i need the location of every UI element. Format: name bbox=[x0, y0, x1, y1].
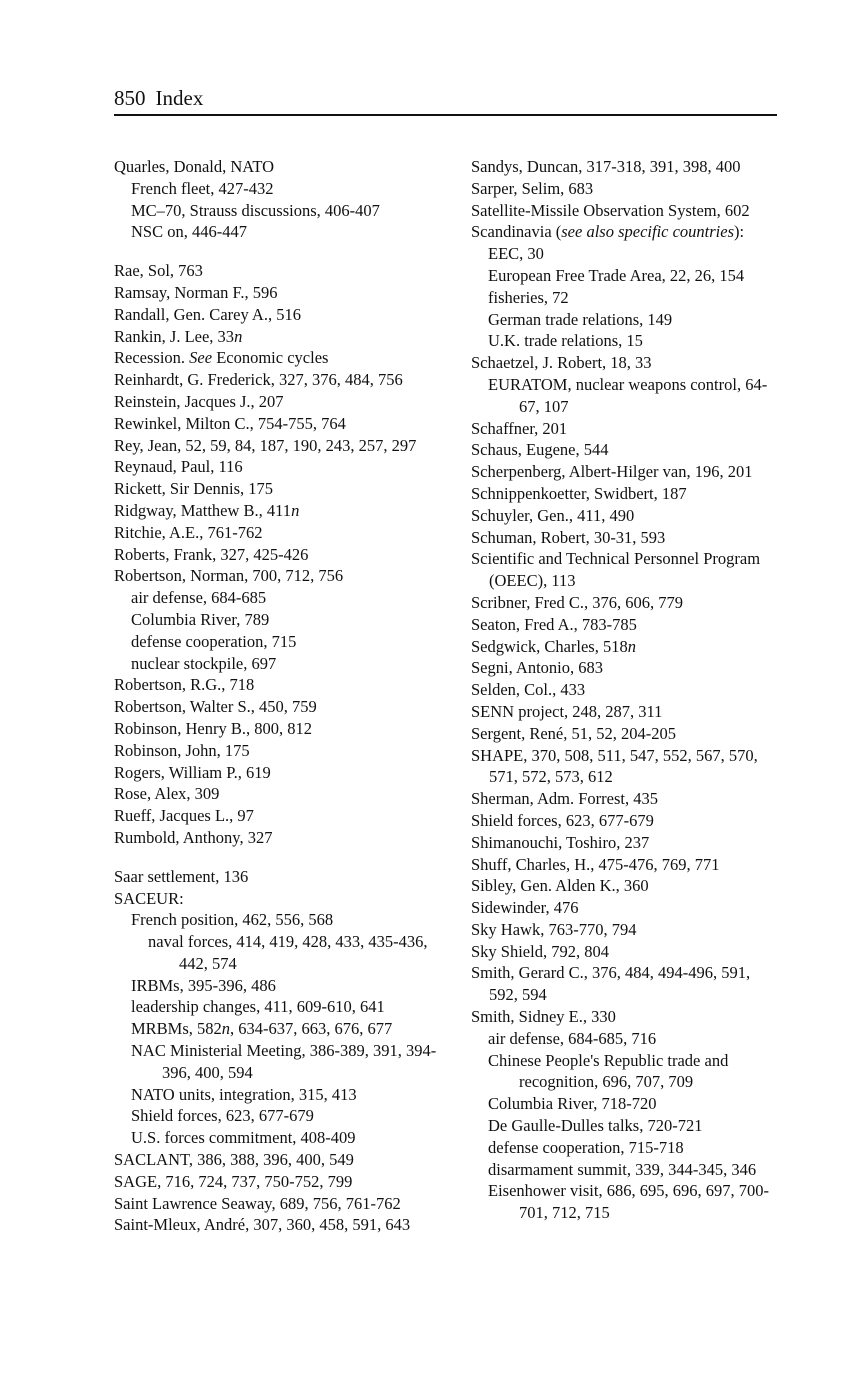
entry-text: Sherman, Adm. Forrest, 435 bbox=[471, 789, 658, 809]
index-subentry bbox=[471, 309, 781, 331]
entry-text: ): bbox=[734, 222, 745, 242]
index-entry bbox=[114, 866, 439, 888]
entry-text: NSC on, 446-447 bbox=[131, 222, 247, 242]
index-entry bbox=[471, 962, 781, 1006]
index-column-right bbox=[471, 156, 781, 1224]
index-entry bbox=[471, 483, 781, 505]
entry-text: leadership changes, 411, 609-610, 641 bbox=[131, 997, 385, 1017]
entry-text: air defense, 684-685, 716 bbox=[488, 1028, 657, 1048]
index-subentry bbox=[471, 287, 781, 309]
index-entry bbox=[114, 805, 439, 827]
entry-text: naval forces, 414, 419, 428, 433, 435-436, 442, 574 bbox=[148, 932, 428, 973]
index-entry bbox=[471, 723, 781, 745]
index-entry bbox=[114, 1214, 439, 1236]
entry-text: Satellite-Missile Observation System, 602 bbox=[471, 200, 750, 220]
index-column-left bbox=[114, 156, 439, 1236]
index-entry bbox=[114, 783, 439, 805]
entry-text: Shield forces, 623, 677-679 bbox=[471, 810, 654, 830]
index-entry bbox=[471, 461, 781, 483]
entry-text: n bbox=[627, 636, 636, 656]
header-rule bbox=[114, 114, 777, 116]
index-entry bbox=[114, 718, 439, 740]
index-subentry bbox=[471, 1093, 781, 1115]
index-entry bbox=[114, 304, 439, 326]
entry-text: Sandys, Duncan, 317-318, 391, 398, 400 bbox=[471, 157, 741, 176]
entry-text: Robertson, R.G., 718 bbox=[114, 675, 255, 695]
entry-text: Reinhardt, G. Frederick, 327, 376, 484, 756 bbox=[114, 370, 403, 390]
entry-text: EURATOM, nuclear weapons control, 64-67, 107 bbox=[488, 374, 768, 416]
entry-text: Seaton, Fred A., 783-785 bbox=[471, 614, 637, 634]
index-entry bbox=[114, 888, 439, 910]
entry-text: Rewinkel, Milton C., 754-755, 764 bbox=[114, 413, 346, 433]
entry-text: Sergent, René, 51, 52, 204-205 bbox=[471, 723, 677, 743]
entry-text: Rickett, Sir Dennis, 175 bbox=[114, 479, 274, 499]
index-entry bbox=[114, 347, 439, 369]
entry-text: Shuff, Charles, H., 475-476, 769, 771 bbox=[471, 854, 720, 874]
entry-text: SACLANT, 386, 388, 396, 400, 549 bbox=[114, 1150, 354, 1170]
index-subentry bbox=[114, 631, 439, 653]
entry-text: Ramsay, Norman F., 596 bbox=[114, 282, 278, 302]
page-header bbox=[114, 84, 776, 112]
entry-text: French position, 462, 556, 568 bbox=[131, 910, 334, 930]
index-entry bbox=[471, 548, 781, 592]
entry-text: Saar settlement, 136 bbox=[114, 866, 249, 886]
index-entry bbox=[471, 788, 781, 810]
index-entry bbox=[114, 156, 439, 178]
entry-text: EEC, 30 bbox=[488, 244, 544, 264]
entry-text: Rueff, Jacques L., 97 bbox=[114, 806, 254, 826]
entry-text: fisheries, 72 bbox=[488, 287, 569, 307]
index-subentry bbox=[114, 221, 439, 243]
entry-text: Sky Shield, 792, 804 bbox=[471, 941, 609, 961]
entry-text: SENN project, 248, 287, 311 bbox=[471, 701, 663, 721]
entry-text: Roberts, Frank, 327, 425-426 bbox=[114, 544, 309, 564]
entry-text: , 634-637, 663, 676, 677 bbox=[230, 1019, 393, 1039]
entry-text: nuclear stockpile, 697 bbox=[131, 653, 277, 673]
index-entry bbox=[471, 701, 781, 723]
entry-text: Scandinavia ( bbox=[471, 222, 562, 242]
entry-text: see also specific countries bbox=[561, 222, 735, 242]
index-entry bbox=[471, 941, 781, 963]
index-entry bbox=[114, 413, 439, 435]
running-title: Index bbox=[155, 86, 204, 110]
index-entry bbox=[114, 740, 439, 762]
index-entry bbox=[114, 326, 439, 348]
index-entry bbox=[471, 527, 781, 549]
index-entry bbox=[471, 156, 781, 178]
entry-text: Rogers, William P., 619 bbox=[114, 762, 271, 782]
index-entry bbox=[114, 369, 439, 391]
index-subentry bbox=[471, 374, 781, 418]
entry-text: Schaetzel, J. Robert, 18, 33 bbox=[471, 353, 652, 373]
entry-text: Sidewinder, 476 bbox=[471, 898, 579, 918]
index-entry bbox=[114, 1193, 439, 1215]
index-entry bbox=[471, 221, 781, 243]
entry-text: defense cooperation, 715-718 bbox=[488, 1137, 684, 1157]
index-entry bbox=[114, 565, 439, 587]
entry-text: Sedgwick, Charles, 518 bbox=[471, 636, 628, 656]
entry-text: Robinson, John, 175 bbox=[114, 740, 250, 760]
entry-text: Randall, Gen. Carey A., 516 bbox=[114, 304, 301, 324]
entry-text: Rose, Alex, 309 bbox=[114, 784, 220, 804]
entry-text: Chinese People's Republic trade and recognition, 696, 707, 709 bbox=[488, 1050, 729, 1092]
entry-text: Selden, Col., 433 bbox=[471, 680, 586, 700]
entry-text: IRBMs, 395-396, 486 bbox=[131, 975, 276, 995]
entry-text: French fleet, 427-432 bbox=[131, 178, 274, 198]
entry-text: Reynaud, Paul, 116 bbox=[114, 457, 243, 477]
index-entry bbox=[471, 439, 781, 461]
entry-text: Saint-Mleux, André, 307, 360, 458, 591, 643 bbox=[114, 1215, 411, 1235]
entry-text: European Free Trade Area, 22, 26, 154 bbox=[488, 265, 745, 285]
index-subentry bbox=[114, 178, 439, 200]
entry-text: Sibley, Gen. Alden K., 360 bbox=[471, 876, 649, 896]
entry-text: Shimanouchi, Toshiro, 237 bbox=[471, 832, 650, 852]
index-subentry bbox=[114, 1105, 439, 1127]
index-subentry bbox=[114, 1127, 439, 1149]
index-entry bbox=[471, 505, 781, 527]
entry-text: n bbox=[221, 1019, 231, 1039]
index-subentry bbox=[471, 243, 781, 265]
entry-text: Robertson, Norman, 700, 712, 756 bbox=[114, 566, 344, 586]
entry-text: SAGE, 716, 724, 737, 750-752, 799 bbox=[114, 1171, 353, 1191]
entry-text: Schuyler, Gen., 411, 490 bbox=[471, 505, 635, 525]
index-subentry bbox=[114, 1040, 439, 1084]
entry-text: air defense, 684-685 bbox=[131, 588, 267, 608]
entry-text: Columbia River, 789 bbox=[131, 609, 270, 629]
entry-text: Quarles, Donald, NATO bbox=[114, 157, 275, 176]
entry-text: disarmament summit, 339, 344-345, 346 bbox=[488, 1159, 757, 1179]
index-entry bbox=[114, 1149, 439, 1171]
index-subentry bbox=[114, 200, 439, 222]
index-subentry bbox=[471, 1159, 781, 1181]
entry-text: Rumbold, Anthony, 327 bbox=[114, 827, 273, 847]
index-subentry bbox=[114, 609, 439, 631]
entry-text: Scientific and Technical Personnel Program (OEEC), 113 bbox=[471, 549, 761, 591]
index-entry bbox=[471, 810, 781, 832]
entry-text: Scribner, Fred C., 376, 606, 779 bbox=[471, 592, 683, 612]
entry-text: Columbia River, 718-720 bbox=[488, 1094, 657, 1114]
index-entry bbox=[114, 762, 439, 784]
entry-text: Scherpenberg, Albert-Hilger van, 196, 201 bbox=[471, 462, 753, 482]
index-subentry bbox=[114, 975, 439, 997]
entry-text: n bbox=[234, 326, 243, 346]
index-subentry bbox=[471, 1028, 781, 1050]
entry-text: Schnippenkoetter, Swidbert, 187 bbox=[471, 483, 687, 503]
entry-text: Shield forces, 623, 677-679 bbox=[131, 1106, 314, 1126]
entry-text: Schuman, Robert, 30-31, 593 bbox=[471, 527, 666, 547]
entry-text: Saint Lawrence Seaway, 689, 756, 761-762 bbox=[114, 1193, 401, 1213]
index-entry bbox=[471, 854, 781, 876]
index-subentry bbox=[471, 1137, 781, 1159]
entry-text: Segni, Antonio, 683 bbox=[471, 658, 604, 678]
entry-text: Robinson, Henry B., 800, 812 bbox=[114, 718, 312, 738]
index-subentry bbox=[114, 909, 439, 931]
entry-text: Ridgway, Matthew B., 411 bbox=[114, 500, 292, 520]
entry-text: German trade relations, 149 bbox=[488, 309, 673, 329]
index-subentry bbox=[114, 996, 439, 1018]
index-entry bbox=[471, 875, 781, 897]
index-subentry bbox=[471, 1115, 781, 1137]
index-subentry bbox=[471, 330, 781, 352]
index-entry bbox=[471, 832, 781, 854]
index-subentry bbox=[471, 1050, 781, 1094]
entry-text: U.K. trade relations, 15 bbox=[488, 331, 643, 351]
entry-text: Rankin, J. Lee, 33 bbox=[114, 326, 235, 346]
index-entry bbox=[471, 178, 781, 200]
index-entry bbox=[114, 282, 439, 304]
index-entry bbox=[114, 435, 439, 457]
entry-text: NAC Ministerial Meeting, 386-389, 391, 394-396, 400, 594 bbox=[131, 1041, 437, 1082]
index-entry bbox=[114, 827, 439, 849]
entry-text: Reinstein, Jacques J., 207 bbox=[114, 391, 284, 411]
entry-text: Robertson, Walter S., 450, 759 bbox=[114, 697, 317, 717]
index-entry bbox=[114, 696, 439, 718]
entry-text: Recession. bbox=[114, 348, 190, 368]
index-subentry bbox=[471, 1180, 781, 1224]
index-entry bbox=[471, 614, 781, 636]
index-entry bbox=[114, 1171, 439, 1193]
index-entry bbox=[471, 919, 781, 941]
index-entry bbox=[114, 500, 439, 522]
index-subentry bbox=[114, 1018, 439, 1040]
index-entry bbox=[471, 592, 781, 614]
entry-text: Sky Hawk, 763-770, 794 bbox=[471, 919, 637, 939]
entry-text: Sarper, Selim, 683 bbox=[471, 178, 594, 198]
index-entry bbox=[471, 745, 781, 789]
entry-text: SHAPE, 370, 508, 511, 547, 552, 567, 570, 571, 572, 573, 612 bbox=[471, 745, 758, 787]
index-entry bbox=[471, 418, 781, 440]
index-subentry bbox=[471, 265, 781, 287]
index-entry bbox=[471, 352, 781, 374]
entry-text: n bbox=[291, 500, 300, 520]
index-subentry bbox=[114, 653, 439, 675]
index-entry bbox=[471, 1006, 781, 1028]
index-entry bbox=[114, 456, 439, 478]
entry-text: Schaffner, 201 bbox=[471, 418, 568, 438]
index-entry bbox=[114, 260, 439, 282]
index-entry bbox=[471, 636, 781, 658]
index-entry bbox=[114, 478, 439, 500]
index-entry bbox=[114, 544, 439, 566]
entry-text: Economic cycles bbox=[212, 348, 329, 368]
index-entry bbox=[471, 897, 781, 919]
index-entry bbox=[114, 522, 439, 544]
entry-text: Ritchie, A.E., 761-762 bbox=[114, 522, 263, 542]
index-entry bbox=[471, 200, 781, 222]
entry-text: Rae, Sol, 763 bbox=[114, 261, 203, 281]
index-entry bbox=[471, 657, 781, 679]
index-subentry bbox=[114, 1084, 439, 1106]
index-subentry bbox=[114, 587, 439, 609]
entry-text: Smith, Gerard C., 376, 484, 494-496, 591, 592, 594 bbox=[471, 963, 751, 1005]
entry-text: Smith, Sidney E., 330 bbox=[471, 1007, 616, 1027]
index-entry bbox=[114, 391, 439, 413]
entry-text: MC–70, Strauss discussions, 406-407 bbox=[131, 200, 380, 220]
entry-text: NATO units, integration, 315, 413 bbox=[131, 1084, 357, 1104]
entry-text: MRBMs, 582 bbox=[131, 1019, 222, 1039]
entry-text: defense cooperation, 715 bbox=[131, 631, 297, 651]
index-entry bbox=[114, 674, 439, 696]
entry-text: SACEUR: bbox=[114, 888, 184, 908]
entry-text: Eisenhower visit, 686, 695, 696, 697, 700-701, 712, 715 bbox=[488, 1181, 769, 1223]
entry-text: Schaus, Eugene, 544 bbox=[471, 440, 609, 460]
page-number: 850 bbox=[114, 86, 146, 110]
entry-text: See bbox=[189, 348, 213, 368]
index-entry bbox=[471, 679, 781, 701]
entry-text: U.S. forces commitment, 408-409 bbox=[131, 1128, 356, 1148]
entry-text: De Gaulle-Dulles talks, 720-721 bbox=[488, 1116, 703, 1136]
index-subentry bbox=[114, 931, 439, 975]
entry-text: Rey, Jean, 52, 59, 84, 187, 190, 243, 257, 297 bbox=[114, 435, 417, 455]
